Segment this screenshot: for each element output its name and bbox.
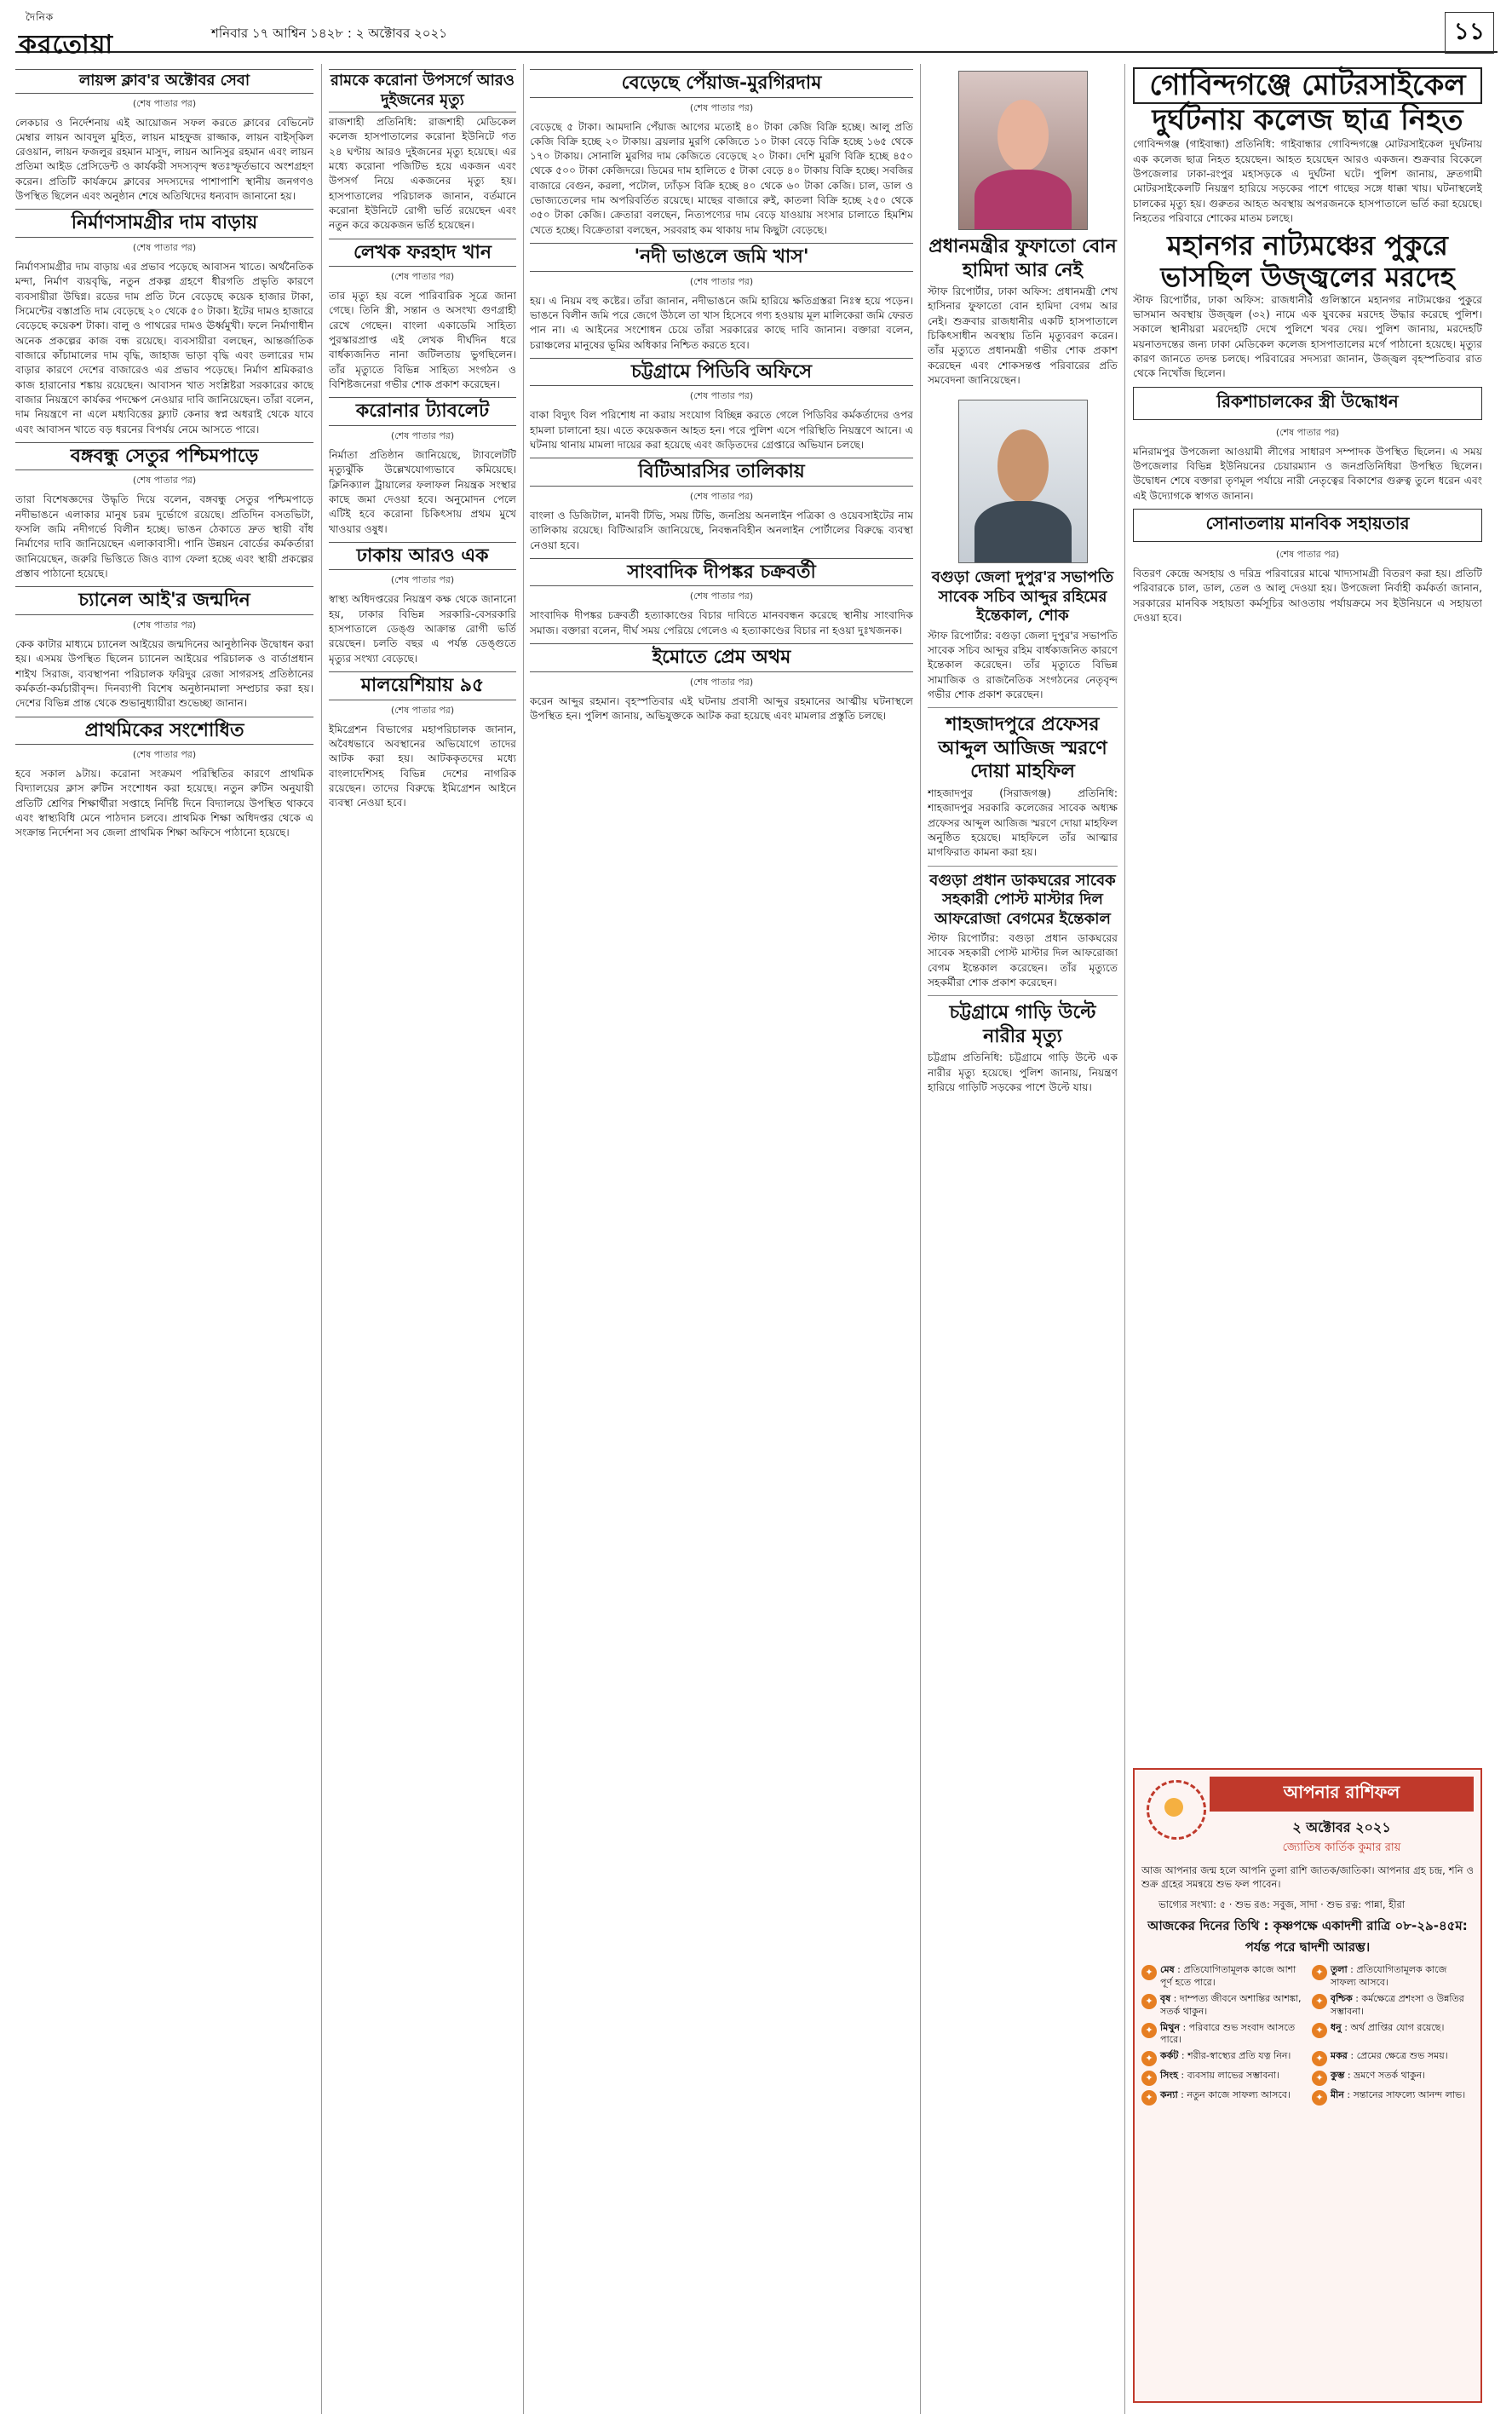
zodiac-sign-name: বৃষ (1160, 1992, 1171, 2004)
masthead (15, 9, 1498, 60)
zodiac-sign-name: মেষ (1160, 1964, 1175, 1976)
article-headline: বিটিআরসির তালিকায় (530, 458, 913, 487)
article-body: লেকচার ও নির্দেশনায় এই আয়োজন সফল করতে ক্লাবের বেভিনেট মেম্বার লায়ন আবদুল মুহিত, লায়ন মাহফুজ রাজ্জাক, লায়ন বাইস্‌কিল রেওয়ান, লায়ন ফজলুর রহমান মাসুদ, লায়ন আনিসুর রহমান এবং লায়ন প্রতিমা আইড প্রেসিডেন্ট ও কার্যকরী সদস্যবৃন্দ স্বতঃস্ফূর্তভাবে অংশগ্রহণ করেন। প্রতিটি কার্যক্রমে ক্লাবের সদস্যদের পাশাপাশি স্থানীয় জনগণও উপস্থিত ছিলেন এবং অনুষ্ঠান শেষে অতিথিদের ধন্যবাদ জানানো হয়। (15, 116, 313, 203)
zodiac-sign-name: কর্কট (1160, 2050, 1179, 2062)
continued-label: (শেষ পাতার পর) (689, 676, 754, 688)
article-headline: বেড়েছে পেঁয়াজ-মুরগিরদাম (530, 69, 913, 98)
continued-label: (শেষ পাতার পর) (689, 590, 754, 602)
zodiac-sign-item: ✦ মেষ : প্রতিযোগিতামূলক কাজে আশা পূর্ণ হতে পারে। (1141, 1964, 1303, 1990)
continued-label: (শেষ পাতার পর) (132, 749, 197, 761)
article-headline: সাংবাদিক দীপঙ্কর চক্রবর্তী (530, 558, 913, 587)
zodiac-sign-item: ✦ কুম্ভ : ভ্রমণে সতর্ক থাকুন। (1312, 2070, 1474, 2086)
continued-label: (শেষ পাতার পর) (1275, 426, 1340, 438)
zodiac-wheel-icon (1147, 1780, 1206, 1840)
dateline: শনিবার ১৭ আশ্বিন ১৪২৮ : ২ অক্টোবর ২০২১ (211, 26, 448, 41)
continued-label: (শেষ পাতার পর) (689, 275, 754, 287)
article-headline: বগুড়া প্রধান ডাকঘরের সাবেক সহকারী পোস্ট মাস্টার দিল আফরোজা বেগমের ইন্তেকাল (929, 871, 1116, 928)
zodiac-sign-name: মকর (1331, 2050, 1348, 2062)
logo-prefix: দৈনিক (26, 11, 55, 23)
zodiac-icon: ✦ (1312, 1965, 1327, 1980)
column-2 (329, 64, 516, 2414)
zodiac-sign-name: সিংহ (1160, 2070, 1178, 2082)
zodiac-sign-item: ✦ বৃশ্চিক : কর্মক্ষেত্রে প্রশংসা ও উন্নতির সম্ভাবনা। (1312, 1993, 1474, 2019)
newspaper-logo (19, 10, 113, 67)
continued-label: (শেষ পাতার পর) (132, 241, 197, 253)
zodiac-sign-text: প্রেমের ক্ষেত্রে শুভ সময়। (1356, 2050, 1448, 2062)
article-headline: ইমোতে প্রেম অথম (530, 643, 913, 672)
horoscope-tithi: আজকের দিনের তিথি : কৃষ্ণপক্ষে একাদশী রাত্রি ০৮-২৯-৪৫ম: পর্যন্ত পরে দ্বাদশী আরম্ভ। (1147, 1918, 1468, 1956)
article-body: বাকা বিদ্যুৎ বিল পরিশোধ না করায় সংযোগ বিচ্ছিন্ন করতে গেলে পিডিবির কর্মকর্তাদের ওপর হামলা চালানো হয়। এতে কয়েকজন আহত হন। পরে পুলিশ এসে পরিস্থিতি নিয়ন্ত্রণে আনে। এ ঘটনায় থানায় মামলা দায়ের করা হয়েছে এবং জড়িতদের গ্রেপ্তারে অভিযান চলছে। (530, 409, 913, 452)
column-rule (523, 64, 524, 2414)
zodiac-icon: ✦ (1141, 2090, 1157, 2106)
article-body: গোবিন্দগঞ্জ (গাইবান্ধা) প্রতিনিধি: গাইবান্ধার গোবিন্দগঞ্জে মোটরসাইকেল দুর্ঘটনায় এক কলেজ ছাত্র নিহত হয়েছেন। আহত হয়েছেন আরও একজন। শুক্রবার বিকেলে উপজেলার ঢাকা-রংপুর মহাসড়কে এ দুর্ঘটনা ঘটে। পুলিশ জানায়, দ্রুতগামী মোটরসাইকেলটি নিয়ন্ত্রণ হারিয়ে সড়কের পাশে গাছের সঙ্গে ধাক্কা খায়। ঘটনাস্থলেই চালকের মৃত্যু হয়। গুরুতর আহত অবস্থায় অপরজনকে হাসপাতালে ভর্তি করা হয়েছে। নিহতের পরিবারে শোকের মাতম চলছে। (1133, 138, 1482, 224)
lead-headline-line-2: দুর্ঘটনায় কলেজ ছাত্র নিহত (1152, 103, 1463, 138)
zodiac-sign-name: কন্যা (1160, 2089, 1178, 2101)
zodiac-sign-text: অর্থ প্রাপ্তির যোগ রয়েছে। (1350, 2021, 1445, 2033)
zodiac-sign-name: কুম্ভ (1331, 2070, 1345, 2082)
zodiac-sign-text: ভ্রমণে সতর্ক থাকুন। (1354, 2070, 1426, 2082)
article-body: কেক কাটার মাধ্যমে চ্যানেল আইয়ের জন্মদিনের আনুষ্ঠানিক উদ্বোধন করা হয়। এসময় উপস্থিত ছিলেন চ্যানেল আইয়ের পরিচালক ও বার্তাপ্রধান শাইখ সিরাজ, ব্যবস্থাপনা পরিচালক ফরিদুর রেজা সাগরসহ প্রতিষ্ঠানের কর্মকর্তা-কর্মচারীবৃন্দ। দিনব্যাপী বিশেষ অনুষ্ঠানমালা সম্প্রচার করা হয়। দেশের বিভিন্ন প্রান্ত থেকে শুভানুধ্যায়ীরা শুভেচ্ছা জানান। (15, 637, 313, 710)
zodiac-icon: ✦ (1141, 2051, 1157, 2066)
horoscope-author: জ্যোতিষ কার্তিক কুমার রায় (1282, 1841, 1401, 1854)
article-body: হবে সকাল ৯টায়। করোনা সংক্রমণ পরিস্থিতির কারণে প্রাথমিক বিদ্যালয়ের ক্লাস রুটিন সংশোধন করা হয়েছে। নতুন রুটিন অনুযায়ী প্রতিটি শ্রেণির শিক্ষার্থীরা সপ্তাহে নির্দিষ্ট দিনে বিদ্যালয়ে উপস্থিত থাকবে এবং স্বাস্থ্যবিধি মেনে পাঠদান চলবে। প্রাথমিক শিক্ষা অধিদপ্তর থেকে এ সংক্রান্ত নির্দেশনা সব জেলা প্রাথমিক শিক্ষা অফিসে পাঠানো হয়েছে। (15, 768, 313, 839)
zodiac-sign-item: ✦ কন্যা : নতুন কাজে সাফল্য আসবে। (1141, 2089, 1303, 2106)
zodiac-sign-text: প্রতিযোগিতামূলক কাজে আশা পূর্ণ হতে পারে। (1160, 1964, 1296, 1988)
column-3 (530, 64, 913, 2414)
continued-label: (শেষ পাতার পর) (689, 390, 754, 402)
article-headline: চ্যানেল আই'র জন্মদিন (15, 586, 313, 615)
column-rule (321, 64, 322, 2414)
zodiac-icon: ✦ (1141, 1994, 1157, 2009)
headline-line-2: ভাসছিল উজ্জ্বলের মরদেহ (1160, 260, 1455, 293)
article-body: হয়। এ নিয়ম বহু কষ্টের। তাঁরা জানান, নদীভাঙনে জমি হারিয়ে ক্ষতিগ্রস্তরা নিঃস্ব হয়ে পড়েন। ভাঙনে বিলীন জমি পরে জেগে উঠলে তা খাস হিসেবে গণ্য হওয়ায় মূল মালিকেরা জমি ফেরত পান না। এ আইনের সংশোধন চেয়ে তাঁরা সরকারের কাছে দাবি জানান। বক্তারা বলেন, চরাঞ্চলের মানুষের ভূমির অধিকার নিশ্চিত করতে হবে। (530, 294, 913, 351)
article-body: শাহজাদপুর (সিরাজগঞ্জ) প্রতিনিধি: শাহজাদপুর সরকারি কলেজের সাবেক অধ্যক্ষ প্রফেসর আব্দুল আজিজ স্মরণে দোয়া মাহফিল অনুষ্ঠিত হয়েছে। মাহফিলে তাঁর আত্মার মাগফিরাত কামনা করা হয়। (928, 786, 1118, 859)
zodiac-sign-name: তুলা (1331, 1964, 1348, 1976)
article-headline: প্রাথমিকের সংশোধিত (15, 717, 313, 746)
article-body: তার মৃত্যু হয় বলে পারিবারিক সূত্রে জানা গেছে। তিনি স্ত্রী, সন্তান ও অসংখ্য গুণগ্রাহী রেখে গেছেন। বাংলা একাডেমি সাহিত্য পুরস্কারপ্রাপ্ত এই লেখক দীর্ঘদিন ধরে বার্ধক্যজনিত নানা জটিলতায় ভুগছিলেন। তাঁর মৃত্যুতে বিভিন্ন সাহিত্য সংগঠন ও বিশিষ্টজনেরা গভীর শোক প্রকাশ করেছেন। (329, 290, 516, 391)
article-headline: নির্মাণসামগ্রীর দাম বাড়ায় (15, 209, 313, 238)
article-body: মনিরামপুর উপজেলা আওয়ামী লীগের সাধারণ সম্পাদক উপস্থিত ছিলেন। এ সময় উপজেলার বিভিন্ন ইউনিয়নের চেয়ারম্যান ও জনপ্রতিনিধিরা উপস্থিত ছিলেন। উদ্বোধন শেষে বক্তারা তৃণমূল পর্যায়ে নারী নেতৃত্বের বিকাশের গুরুত্ব তুলে ধরেন এবং এই উদ্যোগকে স্বাগত জানান। (1133, 445, 1482, 502)
article-body: স্টাফ রিপোর্টার: বগুড়া প্রধান ডাকঘরের সাবেক সহকারী পোস্ট মাস্টার দিল আফরোজা বেগম ইন্তেকাল করেছেন। তাঁর মৃত্যুতে সহকর্মীরা শোক প্রকাশ করেছেন। (928, 932, 1118, 989)
article-body: স্টাফ রিপোর্টার: বগুড়া জেলা দুপুর'র সভাপতি সাবেক সচিব আব্দুর রহিম বার্ধক্যজনিত কারণে ইন্তেকাল করেছেন। তাঁর মৃত্যুতে বিভিন্ন সামাজিক ও রাজনৈতিক সংগঠনের নেতৃবৃন্দ গভীর শোক প্রকাশ করেছেন। (928, 629, 1118, 701)
article-headline: শাহজাদপুরে প্রফেসর আব্দুল আজিজ স্মরণে দোয়া মাহফিল (938, 713, 1107, 783)
zodiac-sign-text: কর্মক্ষেত্রে প্রশংসা ও উন্নতির সম্ভাবনা। (1331, 1992, 1464, 2017)
article-headline: রামকে করোনা উপসর্গে আরও দুইজনের মৃত্যু (329, 69, 516, 112)
photo-caption: বগুড়া জেলা দুপুর'র সভাপতি সাবেক সচিব আব্দুর রহিমের ইন্তেকাল, শোক (931, 568, 1114, 625)
zodiac-sign-item: ✦ কর্কট : শরীর-স্বাস্থ্যের প্রতি যত্ন নিন। (1141, 2050, 1303, 2066)
continued-label: (শেষ পাতার পর) (1275, 549, 1340, 561)
page-number: ১১ (1445, 12, 1494, 54)
zodiac-sign-text: ব্যবসায় লাভের সম্ভাবনা। (1187, 2070, 1280, 2082)
logo-text: করতোয়া (19, 30, 114, 60)
continued-label: (শেষ পাতার পর) (132, 619, 197, 631)
article-body: চট্টগ্রাম প্রতিনিধি: চট্টগ্রামে গাড়ি উল্টে এক নারীর মৃত্যু হয়েছে। পুলিশ জানায়, নিয়ন্ত্রণ হারিয়ে গাড়িটি সড়কের পাশে উল্টে যায়। (928, 1051, 1118, 1094)
zodiac-sign-item: ✦ সিংহ : ব্যবসায় লাভের সম্ভাবনা। (1141, 2070, 1303, 2086)
column-rule (1124, 64, 1125, 2414)
zodiac-icon: ✦ (1312, 2051, 1327, 2066)
continued-label: (শেষ পাতার পর) (390, 574, 455, 586)
article-headline: চট্টগ্রামে গাড়ি উল্টে নারীর মৃত্যু (949, 1001, 1096, 1047)
lead-headline-line-1: গোবিন্দগঞ্জে মোটরসাইকেল (1133, 67, 1482, 104)
continued-label: (শেষ পাতার পর) (132, 475, 197, 487)
article-body: সাংবাদিক দীপঙ্কর চক্রবর্তী হত্যাকাণ্ডের বিচার দাবিতে মানববন্ধন করেছে স্থানীয় সাংবাদিক সমাজ। বক্তারা বলেন, দীর্ঘ সময় পেরিয়ে গেলেও এ হত্যাকাণ্ডের বিচার না হওয়া দুঃখজনক। (530, 609, 913, 637)
article-headline: সোনাতলায় মানবিক সহায়তার (1133, 509, 1482, 542)
zodiac-icon: ✦ (1141, 1965, 1157, 1980)
zodiac-sign-item: ✦ মীন : সন্তানের সাফল্যে আনন্দ লাভ। (1312, 2089, 1474, 2106)
headline-line-1: মহানগর নাট্যমঞ্চের পুকুরে (1167, 229, 1448, 262)
zodiac-sign-item: ✦ তুলা : প্রতিযোগিতামূলক কাজে সাফল্য আসবে। (1312, 1964, 1474, 1990)
horoscope-title: আপনার রাশিফল (1210, 1777, 1474, 1812)
column-5 (1133, 64, 1482, 1758)
zodiac-sign-text: সন্তানের সাফল্যে আনন্দ লাভ। (1353, 2089, 1466, 2101)
article-headline: রিকশাচালকের স্ত্রী উদ্ধোধন (1133, 387, 1482, 420)
article-body: স্বাস্থ্য অধিদপ্তরের নিয়ন্ত্রণ কক্ষ থেকে জানানো হয়, ঢাকার বিভিন্ন সরকারি-বেসরকারি হাসপাতালে ডেঙ্গু আক্রান্ত রোগী ভর্তি রয়েছেন। চলতি বছর এ পর্যন্ত ডেঙ্গুতে মৃত্যুর সংখ্যা বেড়েছে। (329, 593, 516, 665)
zodiac-icon: ✦ (1312, 1994, 1327, 2009)
zodiac-signs-list (1141, 1964, 1474, 2106)
article-body: স্টাফ রিপোর্টার, ঢাকা অফিস: প্রধানমন্ত্রী শেখ হাসিনার ফুফাতো বোন হামিদা বেগম আর নেই। শুক্রবার রাজধানীর একটি হাসপাতালে চিকিৎসাধীন অবস্থায় তিনি মৃত্যুবরণ করেন। তাঁর মৃত্যুতে প্রধানমন্ত্রী গভীর শোক প্রকাশ করেছেন এবং শোকসন্তপ্ত পরিবারের প্রতি সমবেদনা জানিয়েছেন। (928, 285, 1118, 386)
horoscope-date: ২ অক্টোবর ২০২১ (1292, 1819, 1391, 1835)
zodiac-icon: ✦ (1312, 2023, 1327, 2038)
zodiac-sign-text: প্রতিযোগিতামূলক কাজে সাফল্য আসবে। (1331, 1964, 1447, 1988)
continued-label: (শেষ পাতার পর) (390, 704, 455, 716)
continued-label: (শেষ পাতার পর) (689, 490, 754, 502)
zodiac-sign-name: মীন (1331, 2089, 1344, 2101)
continued-label: (শেষ পাতার পর) (390, 429, 455, 441)
zodiac-sign-name: ধনু (1331, 2021, 1342, 2033)
article-headline: মালয়েশিয়ায় ৯৫ (329, 671, 516, 700)
zodiac-sign-text: দাম্পত্য জীবনে অশান্তির আশঙ্কা, সতর্ক থাকুন। (1160, 1992, 1302, 2017)
article-body: স্টাফ রিপোর্টার, ঢাকা অফিস: রাজধানীর গুলিস্তানে মহানগর নাট্যমঞ্চের পুকুরে ভাসমান অবস্থায় উজ্জ্বল (৩২) নামে এক যুবকের মরদেহ উদ্ধার করেছে পুলিশ। সকালে স্থানীয়রা মরদেহটি দেখে পুলিশে খবর দেয়। পুলিশ জানায়, মরদেহটি ময়নাতদন্তের জন্য ঢাকা মেডিকেল কলেজ হাসপাতালের মর্গে পাঠানো হয়েছে। মৃত্যুর কারণ জানতে তদন্ত চলছে। পরিবারের সদস্যরা জানান, উজ্জ্বল বৃহস্পতিবার রাত থেকে নিখোঁজ ছিলেন। (1133, 293, 1482, 380)
zodiac-icon: ✦ (1312, 2090, 1327, 2106)
article-body: রাজশাহী প্রতিনিধি: রাজশাহী মেডিকেল কলেজ হাসপাতালের করোনা ইউনিটে গত ২৪ ঘণ্টায় আরও দুইজনের মৃত্যু হয়েছে। এর মধ্যে করোনা পজিটিভ হয়ে একজন এবং উপসর্গ নিয়ে একজনের মৃত্যু হয়। হাসপাতালের পরিচালক জানান, বর্তমানে করোনা ইউনিটে রোগী ভর্তি রয়েছেন এবং নতুন করে কয়েকজন ভর্তি হয়েছেন। (329, 116, 516, 232)
continued-label: (শেষ পাতার পর) (689, 101, 754, 113)
article-body: বেড়েছে ৫ টাকা। আমদানি পেঁয়াজ আগের মতোই ৪০ টাকা কেজি বিক্রি হচ্ছে। আলু প্রতি কেজি বিক্রি হচ্ছে ২০ টাকায়। ব্রয়লার মুরগি কেজিতে ১০ টাকা বেড়ে বিক্রি হচ্ছে ১৬৫ থেকে ১৭০ টাকায়। সোনালি মুরগির দাম কেজিতে বেড়েছে ২০ টাকা। দেশি মুরগি বিক্রি হচ্ছে ৪৫০ থেকে ৫০০ টাকা কেজিদরে। ডিমের দাম হালিতে ৫ টাকা বেড়ে ৪০ টাকায় বিক্রি হচ্ছে। সবজির বাজারে বেগুন, করলা, পটোল, ঢ্যাঁড়স বিক্রি হচ্ছে ৪০ থেকে ৬০ টাকা কেজি। চাল, ডাল ও ভোজ্যতেলের দাম অপরিবর্তিত রয়েছে। মাছের বাজারে রুই, কাতলা বিক্রি হচ্ছে ২৫০ থেকে ৩৫০ টাকা কেজি। ক্রেতারা বলছেন, নিত্যপণ্যের দাম বেড়ে যাওয়ায় সংসার চালাতে হিমশিম খেতে হচ্ছে। বিক্রেতারা বলছেন, সরবরাহ কম থাকায় দাম কিছুটা বেড়েছে। (530, 120, 913, 236)
zodiac-sign-item: ✦ মকর : প্রেমের ক্ষেত্রে শুভ সময়। (1312, 2050, 1474, 2066)
article-body: বাংলা ও ডিজিটাল, মানবী টিভি, সময় টিভি, জনপ্রিয় অনলাইন পত্রিকা ও ওয়েবসাইটের নাম তালিকায় রয়েছে। বিটিআরসি জানিয়েছে, নিবন্ধনবিহীন অনলাইন পোর্টালের বিরুদ্ধে ব্যবস্থা নেওয়া হবে। (530, 509, 913, 551)
article-headline: লেখক ফরহাদ খান (329, 239, 516, 268)
article-body: বিতরণ কেন্দ্রে অসহায় ও দরিদ্র পরিবারের মাঝে খাদ্যসামগ্রী বিতরণ করা হয়। প্রতিটি পরিবারকে চাল, ডাল, তেল ও আলু দেওয়া হয়। উপজেলা নির্বাহী কর্মকর্তা জানান, সরকারের মানবিক সহায়তা কর্মসূচির আওতায় পর্যায়ক্রমে সব ইউনিয়নে এ সহায়তা দেওয়া হবে। (1133, 567, 1482, 625)
article-body: নির্মাতা প্রতিষ্ঠান জানিয়েছে, ট্যাবলেটটি মৃত্যুঝুঁকি উল্লেখযোগ্যভাবে কমিয়েছে। ক্লিনিক্যাল ট্রায়ালের ফলাফল নিয়ন্ত্রক সংস্থার কাছে জমা দেওয়া হবে। অনুমোদন পেলে এটিই হবে করোনা চিকিৎসায় প্রথম মুখে খাওয়ার ওষুধ। (329, 448, 516, 535)
portrait-photo (958, 400, 1088, 563)
column-1 (15, 64, 313, 2414)
article-headline: করোনার ট্যাবলেট (329, 397, 516, 426)
article-body: করেন আব্দুর রহমান। বৃহস্পতিবার এই ঘটনায় প্রবাসী আব্দুর রহমানের আত্মীয় ঘটনাস্থলে উপস্থিত হন। পুলিশ জানায়, অভিযুক্তকে আটক করা হয়েছে এবং মামলার প্রস্তুতি চলছে। (530, 694, 913, 722)
zodiac-sign-item: ✦ বৃষ : দাম্পত্য জীবনে অশান্তির আশঙ্কা, সতর্ক থাকুন। (1141, 1993, 1303, 2019)
continued-label: (শেষ পাতার পর) (132, 97, 197, 109)
horoscope-intro: আজ আপনার জন্ম হলে আপনি তুলা রাশি জাতক/জাতিকা। আপনার গ্রহ চন্দ্র, শনি ও শুক্র গ্রহের সমন্বয়ে শুভ ফল পাবেন। (1141, 1864, 1474, 1890)
article-headline: লায়ন্স ক্লাব'র অক্টোবর সেবা (15, 69, 313, 94)
zodiac-sign-item: ✦ ধনু : অর্থ প্রাপ্তির যোগ রয়েছে। (1312, 2022, 1474, 2048)
article-headline: 'নদী ভাঙলে জমি খাস' (530, 243, 913, 272)
article-headline: প্রধানমন্ত্রীর ফুফাতো বোন হামিদা আর নেই (928, 235, 1117, 281)
portrait-photo (958, 71, 1088, 230)
zodiac-icon: ✦ (1141, 2071, 1157, 2086)
horoscope-box (1133, 1768, 1482, 2403)
horoscope-lucky: ভাগ্যের সংখ্যা: ৫ · শুভ রঙ: সবুজ, সাদা · শুভ রত্ন: পান্না, হীরা (1158, 1898, 1406, 1911)
article-headline: চট্টগ্রামে পিডিবি অফিসে (530, 358, 913, 387)
zodiac-sign-name: বৃশ্চিক (1331, 1992, 1353, 2004)
zodiac-sign-text: নতুন কাজে সাফল্য আসবে। (1187, 2089, 1291, 2101)
zodiac-sign-text: শরীর-স্বাস্থ্যের প্রতি যত্ন নিন। (1187, 2050, 1291, 2062)
article-headline: ঢাকায় আরও এক (329, 542, 516, 571)
article-body: নির্মাণসামগ্রীর দাম বাড়ায় এর প্রভাব পড়েছে আবাসন খাতে। অর্থনৈতিক মন্দা, নির্মাণ ব্যয়বৃদ্ধি, নতুন প্রকল্প গ্রহণে ধীরগতি প্রভৃতি কারণে ব্যবসায়ীরা উদ্বিগ্ন। রডের দাম প্রতি টনে বেড়েছে কয়েক হাজার টাকা, সিমেন্টের বস্তাপ্রতি দাম বেড়েছে ২০ থেকে ৫০ টাকা। ইটের দামও হাজারে বেড়েছে কয়েকশ টাকা। বালু ও পাথরের দামও ঊর্ধ্বমুখী। ফলে নির্মাণাধীন অনেক প্রকল্পের কাজ বন্ধ রয়েছে। ব্যবসায়ীরা বলছেন, আন্তর্জাতিক বাজারে কাঁচামালের দাম বৃদ্ধি, জাহাজ ভাড়া বৃদ্ধি এবং ডলারের দাম বাড়ার কারণে দেশের বাজারেও এর প্রভাব পড়েছে। নির্মাণ শ্রমিকরাও কাজ হারানোর শঙ্কায় রয়েছেন। আবাসন খাত সংশ্লিষ্টরা সরকারের কাছে বাজার নিয়ন্ত্রণে কার্যকর পদক্ষেপ নেওয়ার দাবি জানিয়েছেন। তাঁরা বলেন, দাম নিয়ন্ত্রণে না এলে মধ্যবিত্তের ফ্ল্যাট কেনার স্বপ্ন অধরাই থেকে যাবে এবং আবাসন খাতে বড় ধরনের বিপর্যয় নেমে আসতে পারে। (15, 260, 313, 435)
continued-label: (শেষ পাতার পর) (390, 271, 455, 283)
column-4 (928, 64, 1118, 2414)
column-rule (920, 64, 921, 2414)
article-body: তারা বিশেষজ্ঞদের উদ্ধৃতি দিয়ে বলেন, বঙ্গবন্ধু সেতুর পশ্চিমপাড়ে নদীভাঙনে এলাকার মানুষ চরম দুর্ভোগে রয়েছে। প্রতিদিন বসতভিটা, ফসলি জমি নদীগর্ভে বিলীন হচ্ছে। ভাঙন ঠেকাতে দ্রুত স্থায়ী বাঁধ নির্মাণের দাবি জানিয়েছেন এলাকাবাসী। পানি উন্নয়ন বোর্ডের কর্মকর্তারা জানিয়েছেন, জরুরি ভিত্তিতে জিও ব্যাগ ফেলা হচ্ছে এবং স্থায়ী প্রকল্পের প্রস্তাব পাঠানো হয়েছে। (15, 493, 313, 580)
zodiac-icon: ✦ (1141, 2023, 1157, 2038)
zodiac-sign-name: মিথুন (1160, 2021, 1180, 2033)
article-body: ইমিগ্রেশন বিভাগের মহাপরিচালক জানান, অবৈধভাবে অবস্থানের অভিযোগে তাদের আটক করা হয়। আটককৃতদের মধ্যে বাংলাদেশিসহ বিভিন্ন দেশের নাগরিক রয়েছেন। তাদের বিরুদ্ধে ইমিগ্রেশন আইনে ব্যবস্থা নেওয়া হবে। (329, 723, 516, 809)
zodiac-sign-item: ✦ মিথুন : পরিবারে শুভ সংবাদ আসতে পারে। (1141, 2022, 1303, 2048)
zodiac-icon: ✦ (1312, 2071, 1327, 2086)
zodiac-sign-text: পরিবারে শুভ সংবাদ আসতে পারে। (1160, 2021, 1296, 2046)
article-headline: বঙ্গবন্ধু সেতুর পশ্চিমপাড়ে (15, 442, 313, 471)
